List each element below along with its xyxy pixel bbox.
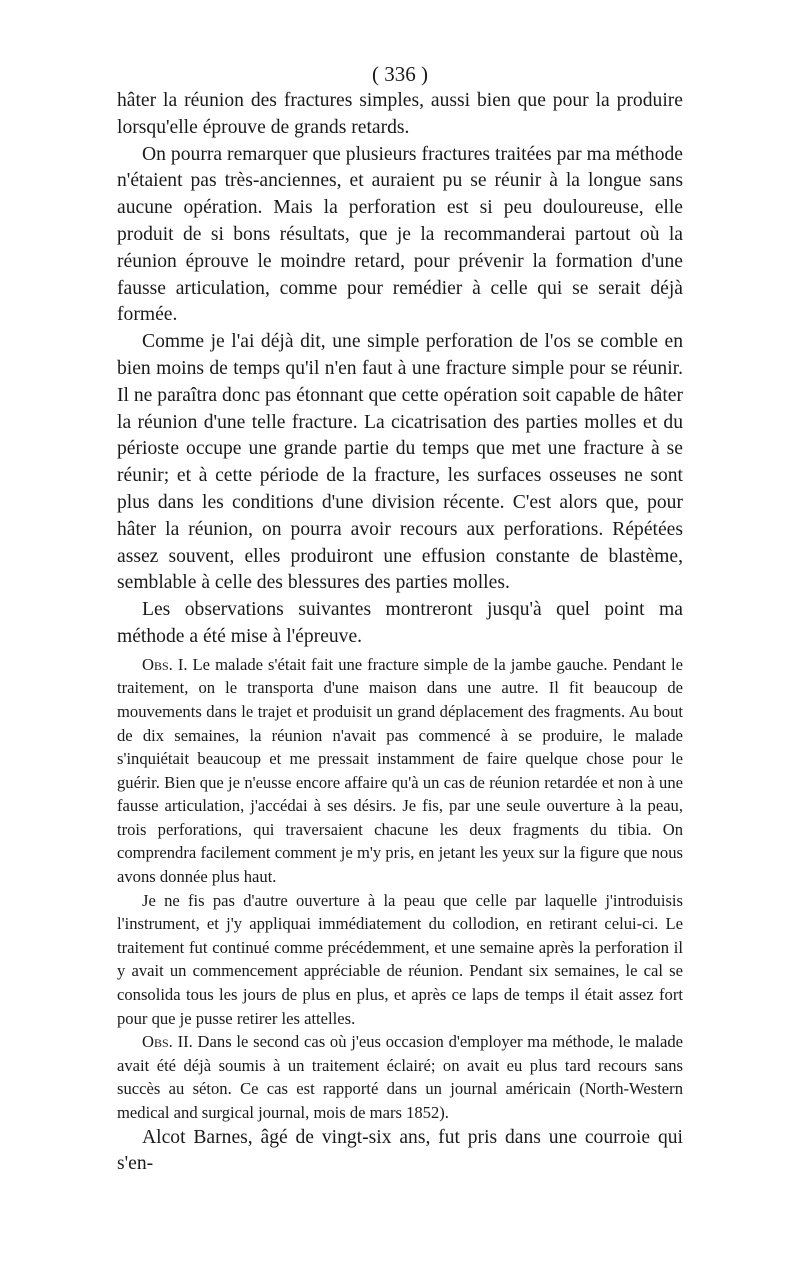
page-number: ( 336 ) [372, 62, 428, 86]
observation-text: Dans le second cas où j'eus occasion d'employer ma méthode, le malade avait été déjà soumis à un traitement éclairé; on avait eu plus tard recours sans succès au séton. Ce cas est rapporté dans un journal américain (North-Western medical and surgical journal, mois de mars 1852). [117, 1032, 683, 1123]
final-line: Alcot Barnes, âgé de vingt-six ans, fut pris dans une courroie qui s'en- [117, 1126, 683, 1175]
paragraph-3: Comme je l'ai déjà dit, une simple perforation de l'os se comble en bien moins de temps qu'il n'en faut à une fracture simple pour se réunir. Il ne paraîtra donc pas étonnant que cette opération soit capable de hâter la réunion d'une telle fracture. La cicatrisation des parties molles et du périoste occupe une grande partie du temps que met une fracture à se réunir; et à cette période de la fracture, les surfaces osseuses ne sont plus dans les conditions d'une division récente. C'est alors que, pour hâter la réunion, on pourra avoir recours aux perforations. Répétées assez souvent, elles produiront une effusion constante de blastème, semblable à celle des blessures des parties molles. [117, 331, 683, 594]
paragraph-2: On pourra remarquer que plusieurs fractures traitées par ma méthode n'étaient pas très-anciennes, et auraient pu se réunir à la longue sans aucune opération. Mais la perforation est si peu douloureuse, elle produit de si bons résultats, que je la recommanderai partout où la réunion éprouve le moindre retard, pour prévenir la formation d'une fausse articulation, comme pour remédier à celle qui se serait déjà formée. [117, 143, 683, 326]
page [117, 60, 683, 1178]
observation-1-continued [117, 889, 683, 1031]
main-text [117, 88, 683, 651]
paragraph-1: hâter la réunion des fractures simples, aussi bien que pour la produire lorsqu'elle éprouve de grands retards. [117, 90, 683, 138]
observation-2 [117, 1030, 683, 1124]
observation-label: Obs. II. [142, 1032, 193, 1052]
observation-1 [117, 653, 683, 889]
observation-text: Je ne fis pas d'autre ouverture à la peau que celle par laquelle j'introduisis l'instrument, et j'y appliquai immédiatement du collodion, en retirant celui-ci. Le traitement fut continué comme précédemment, et une semaine après la perforation il y avait un commencement appréciable de réunion. Pendant six semaines, le cal se consolida tous les jours de plus en plus, et après ce laps de temps il était assez fort pour que je pusse retirer les attelles. [117, 890, 683, 1028]
observation-text: Le malade s'était fait une fracture simple de la jambe gauche. Pendant le traitement, on le transporta d'une maison dans une autre. Il fit beaucoup de mouvements dans le trajet et produisit un grand déplacement des fragments. Au bout de dix semaines, la réunion n'avait pas commencé à se produire, le malade s'inquiétait beaucoup et me pressait instamment de faire quelque chose pour le guérir. Bien que je n'eusse encore affaire qu'à un cas de réunion retardée et non à une fausse articulation, j'accédai à ses désirs. Je fis, par une seule ouverture à la peau, trois perforations, qui traversaient chacune les deux fragments du tibia. On comprendra facilement comment je m'y pris, en jetant les yeux sur la figure que nous avons donnée plus haut. [117, 654, 683, 887]
paragraph-4: Les observations suivantes montreront jusqu'à quel point ma méthode a été mise à l'épreuve. [117, 599, 683, 647]
observations [117, 653, 683, 1125]
observation-label: Obs. I. [142, 654, 188, 674]
